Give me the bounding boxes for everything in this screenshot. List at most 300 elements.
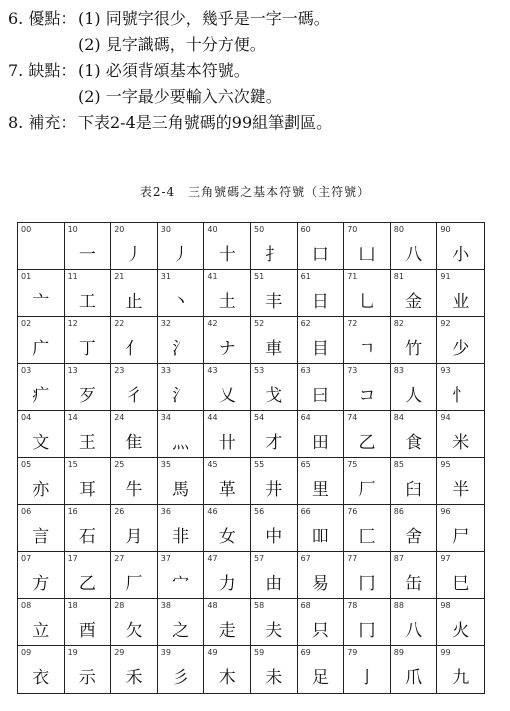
note-line-disadvantage-2 [8, 84, 502, 110]
symbol-code: 26 [114, 507, 125, 516]
symbol-cell [298, 270, 345, 317]
symbol-cell [251, 270, 298, 317]
symbol-glyph: 口 [311, 244, 329, 265]
symbol-cell [391, 599, 438, 646]
symbol-cell [251, 364, 298, 411]
symbol-cell [251, 646, 298, 693]
symbol-glyph: 井 [265, 479, 283, 500]
symbol-code: 68 [300, 601, 311, 610]
symbol-code: 92 [440, 319, 451, 328]
symbol-glyph: 立 [32, 620, 50, 641]
symbol-glyph: 耳 [78, 479, 96, 500]
symbol-glyph: 竹 [405, 338, 423, 359]
symbol-cell [298, 599, 345, 646]
symbol-cell [251, 458, 298, 505]
symbol-code: 19 [67, 648, 78, 657]
symbol-code: 64 [300, 413, 311, 422]
symbol-glyph: 馬 [172, 479, 190, 500]
symbol-glyph: 宀 [172, 573, 190, 594]
symbol-code: 98 [440, 601, 451, 610]
symbol-glyph: 酉 [78, 620, 96, 641]
symbol-code: 48 [207, 601, 218, 610]
symbol-cell [18, 364, 65, 411]
symbol-glyph: 十 [218, 244, 236, 265]
symbol-code: 33 [160, 366, 171, 375]
symbol-cell [204, 505, 251, 552]
symbol-cell [65, 364, 112, 411]
symbol-code: 85 [393, 460, 404, 469]
symbol-cell [204, 458, 251, 505]
symbol-code: 44 [207, 413, 218, 422]
symbol-cell [344, 317, 391, 364]
symbol-glyph: 人 [405, 385, 423, 406]
symbol-code: 97 [440, 554, 451, 563]
symbol-glyph: 亦 [32, 479, 50, 500]
symbol-glyph: 卄 [218, 432, 236, 453]
symbol-cell [18, 317, 65, 364]
symbol-cell [111, 505, 158, 552]
symbol-code: 40 [207, 225, 218, 234]
symbol-code: 07 [21, 554, 32, 563]
symbol-glyph: 亻 [125, 338, 143, 359]
symbol-code: 15 [67, 460, 78, 469]
symbol-glyph: 冂 [358, 620, 376, 641]
symbol-cell [65, 552, 112, 599]
symbol-cell [204, 223, 251, 270]
symbol-cell [111, 364, 158, 411]
symbol-glyph: 舍 [405, 526, 423, 547]
symbol-glyph: 工 [78, 291, 96, 312]
note-number: 8. 補充： [8, 113, 77, 132]
symbol-code: 54 [253, 413, 265, 422]
symbol-glyph: 火 [452, 620, 470, 641]
symbol-glyph: 車 [265, 338, 283, 359]
symbol-code: 52 [253, 319, 265, 328]
symbol-glyph: 文 [32, 432, 50, 453]
symbol-glyph: 戈 [265, 385, 283, 406]
symbol-code: 84 [393, 413, 404, 422]
symbol-glyph: 隹 [125, 432, 143, 453]
symbol-cell [391, 505, 438, 552]
symbol-code: 58 [253, 601, 265, 610]
symbol-cell [391, 270, 438, 317]
note-text: (2) 見字識碼，十分方便。 [78, 35, 266, 54]
symbol-glyph: 乂 [218, 385, 236, 406]
symbol-glyph: 尸 [452, 526, 470, 547]
symbol-code: 13 [67, 366, 78, 375]
symbol-code: 46 [207, 507, 218, 516]
symbol-cell [18, 223, 65, 270]
symbol-cell [298, 458, 345, 505]
note-text: (1) 必須背頌基本符號。 [78, 61, 250, 80]
symbol-glyph: 力 [218, 573, 236, 594]
symbol-code: 61 [300, 272, 311, 281]
symbol-cell [437, 505, 484, 552]
symbol-code: 79 [347, 648, 358, 657]
symbol-code: 57 [253, 554, 265, 563]
symbol-cell [65, 646, 112, 693]
symbol-code: 95 [440, 460, 451, 469]
symbol-cell [111, 411, 158, 458]
symbol-glyph: 易 [311, 573, 329, 594]
symbol-cell [437, 223, 484, 270]
symbol-code: 00 [21, 225, 32, 234]
symbol-cell [391, 364, 438, 411]
symbol-code: 53 [253, 366, 265, 375]
symbol-cell [65, 223, 112, 270]
symbol-code: 25 [114, 460, 125, 469]
symbol-code: 81 [393, 272, 404, 281]
symbol-cell [344, 552, 391, 599]
symbol-cell [437, 458, 484, 505]
symbol-cell [111, 552, 158, 599]
symbol-code: 59 [253, 648, 265, 657]
symbol-cell [65, 505, 112, 552]
symbol-code: 87 [393, 554, 404, 563]
symbol-code: 47 [207, 554, 218, 563]
symbol-glyph: 扌 [265, 244, 283, 265]
symbol-code: 55 [253, 460, 265, 469]
symbol-code: 24 [114, 413, 125, 422]
symbol-code: 35 [160, 460, 171, 469]
symbol-cell [65, 458, 112, 505]
symbol-glyph: 方 [32, 573, 50, 594]
symbol-cell [18, 552, 65, 599]
symbol-code: 23 [114, 366, 125, 375]
symbol-cell [158, 505, 205, 552]
symbol-cell [391, 317, 438, 364]
symbol-cell [158, 411, 205, 458]
symbol-cell [251, 317, 298, 364]
symbol-glyph: 未 [265, 668, 283, 688]
symbol-cell [298, 223, 345, 270]
symbol-glyph: 乚 [358, 291, 376, 312]
symbol-code: 88 [393, 601, 404, 610]
note-line-advantage-1 [8, 6, 502, 32]
note-text: (2) 一字最少要輸入六次鍵。 [78, 87, 282, 106]
symbol-cell [65, 270, 112, 317]
symbol-cell [437, 364, 484, 411]
symbol-cell [298, 552, 345, 599]
symbol-code: 32 [160, 319, 171, 328]
symbol-cell [344, 646, 391, 693]
symbol-cell [437, 317, 484, 364]
symbol-code: 65 [300, 460, 311, 469]
symbol-cell [158, 646, 205, 693]
symbol-code: 89 [393, 648, 404, 657]
symbol-cell [344, 223, 391, 270]
symbol-cell [251, 552, 298, 599]
symbol-cell [158, 552, 205, 599]
symbol-glyph: 厂 [358, 479, 376, 500]
symbol-code: 80 [393, 225, 404, 234]
note-text: (1) 同號字很少，幾乎是一字一碼。 [78, 9, 330, 28]
symbol-code: 18 [67, 601, 78, 610]
symbol-cell [204, 364, 251, 411]
symbol-code: 43 [207, 366, 218, 375]
symbol-cell [391, 411, 438, 458]
symbol-glyph: ㄱ [358, 338, 376, 359]
symbol-cell [391, 646, 438, 693]
symbol-cell [391, 223, 438, 270]
note-line-disadvantage-1 [8, 58, 502, 84]
symbol-code: 17 [67, 554, 78, 563]
symbol-glyph: 禾 [125, 668, 143, 688]
symbol-cell [158, 270, 205, 317]
symbol-cell [18, 505, 65, 552]
symbol-glyph: 巳 [452, 573, 470, 594]
symbol-code: 83 [393, 366, 404, 375]
symbol-glyph: 爪 [405, 668, 423, 688]
symbol-cell [111, 646, 158, 693]
symbol-glyph: 亅 [358, 668, 376, 688]
symbol-code: 72 [347, 319, 358, 328]
symbol-code: 63 [300, 366, 311, 375]
symbol-glyph: 亠 [32, 291, 50, 312]
symbol-cell [344, 411, 391, 458]
symbol-glyph: 田 [311, 432, 329, 453]
symbol-code: 14 [67, 413, 78, 422]
symbol-cell [251, 505, 298, 552]
symbol-glyph: 王 [78, 432, 96, 453]
symbol-code: 51 [253, 272, 265, 281]
symbol-glyph: 灬 [172, 432, 190, 453]
symbol-code: 10 [67, 225, 78, 234]
symbol-code: 49 [207, 648, 218, 657]
symbol-glyph: 彡 [172, 668, 190, 688]
symbol-code: 62 [300, 319, 311, 328]
symbol-cell [344, 270, 391, 317]
symbol-glyph: コ [358, 385, 376, 406]
symbol-code: 91 [440, 272, 451, 281]
symbol-code: 69 [300, 648, 311, 657]
symbol-code: 08 [21, 601, 32, 610]
symbol-code: 03 [21, 366, 32, 375]
symbol-cell [391, 458, 438, 505]
symbol-glyph: 八 [405, 244, 423, 265]
symbol-cell [391, 552, 438, 599]
symbol-code: 90 [440, 225, 451, 234]
symbol-cell [18, 599, 65, 646]
symbol-code: 50 [253, 225, 265, 234]
symbol-glyph [18, 235, 64, 269]
symbol-cell [437, 411, 484, 458]
symbol-cell [158, 317, 205, 364]
symbol-glyph: 走 [218, 620, 236, 641]
symbol-glyph: 丶 [172, 291, 190, 312]
symbol-glyph: 匚 [358, 526, 376, 547]
symbol-glyph: 少 [452, 338, 470, 359]
symbol-glyph: 日 [311, 291, 329, 312]
symbol-cell [111, 599, 158, 646]
symbol-cell [65, 411, 112, 458]
symbol-code: 30 [160, 225, 171, 234]
symbol-code: 86 [393, 507, 404, 516]
symbol-cell [204, 646, 251, 693]
symbol-code: 82 [393, 319, 404, 328]
symbol-glyph: 业 [452, 291, 470, 312]
symbol-cell [158, 599, 205, 646]
symbol-glyph: 言 [32, 526, 50, 547]
symbol-cell [18, 458, 65, 505]
symbol-glyph: 忄 [452, 385, 470, 406]
symbol-cell [111, 317, 158, 364]
symbol-glyph: 丁 [78, 338, 96, 359]
symbol-glyph: 食 [405, 432, 423, 453]
symbol-code: 36 [160, 507, 171, 516]
symbol-glyph: 中 [265, 526, 283, 547]
symbol-cell [204, 599, 251, 646]
symbol-cell [298, 364, 345, 411]
symbol-code: 99 [440, 648, 451, 657]
symbol-glyph: 之 [172, 620, 190, 641]
symbol-code: 66 [300, 507, 311, 516]
symbol-code: 73 [347, 366, 358, 375]
symbol-cell [204, 411, 251, 458]
symbol-glyph: 土 [218, 291, 236, 312]
symbol-glyph: 一 [78, 244, 96, 265]
symbol-glyph: 止 [125, 291, 143, 312]
symbol-code: 93 [440, 366, 451, 375]
symbol-code: 67 [300, 554, 311, 563]
symbol-cell [158, 223, 205, 270]
symbol-cell [251, 411, 298, 458]
symbol-glyph: 丿 [172, 244, 190, 265]
symbol-code: 27 [114, 554, 125, 563]
symbol-code: 70 [347, 225, 358, 234]
symbol-code: 78 [347, 601, 358, 610]
symbol-cell [111, 270, 158, 317]
symbol-cell [251, 223, 298, 270]
symbol-cell [204, 317, 251, 364]
symbol-code: 01 [21, 272, 32, 281]
symbol-cell [65, 317, 112, 364]
symbol-code: 20 [114, 225, 125, 234]
symbol-glyph: 吅 [311, 526, 329, 547]
symbol-code: 29 [114, 648, 125, 657]
symbol-glyph: 由 [265, 573, 283, 594]
symbol-glyph: 只 [311, 620, 329, 641]
symbol-cell [437, 270, 484, 317]
symbol-glyph: 米 [452, 432, 470, 453]
note-text: 下表2-4是三角號碼的99組筆劃區。 [78, 113, 333, 132]
symbol-code: 96 [440, 507, 451, 516]
symbol-cell [344, 599, 391, 646]
symbol-code: 76 [347, 507, 358, 516]
symbol-code: 11 [67, 272, 78, 281]
symbol-glyph: 冂 [358, 573, 376, 594]
symbol-code: 39 [160, 648, 171, 657]
symbol-cell [298, 411, 345, 458]
symbol-cell [18, 646, 65, 693]
symbol-glyph: 才 [265, 432, 283, 453]
symbol-cell [18, 411, 65, 458]
symbol-code: 06 [21, 507, 32, 516]
symbol-code: 05 [21, 460, 32, 469]
note-number: 7. 缺點： [8, 61, 77, 80]
symbol-glyph: 月 [125, 526, 143, 547]
symbol-code: 71 [347, 272, 358, 281]
notes-section [8, 6, 502, 136]
symbol-glyph: 氵 [172, 385, 190, 406]
table-caption: 表2-4 三角號碼之基本符號（主符號） [139, 185, 371, 199]
symbol-code: 38 [160, 601, 171, 610]
symbol-code: 31 [160, 272, 171, 281]
symbol-glyph: 非 [172, 526, 190, 547]
symbol-glyph: 臼 [405, 479, 423, 500]
symbol-glyph: 乙 [358, 432, 376, 453]
symbol-code: 42 [207, 319, 218, 328]
symbol-cell [344, 458, 391, 505]
symbol-code: 77 [347, 554, 358, 563]
symbol-glyph: 凵 [358, 244, 376, 265]
note-number: 6. 優點： [8, 9, 77, 28]
symbol-glyph: 金 [405, 291, 423, 312]
symbol-glyph: 里 [311, 479, 329, 500]
symbol-glyph: 氵 [172, 338, 190, 359]
symbol-code: 94 [440, 413, 451, 422]
note-line-supplement [8, 110, 502, 136]
symbol-cell [298, 505, 345, 552]
symbol-cell [298, 317, 345, 364]
symbol-cell [65, 599, 112, 646]
symbol-glyph: 丰 [265, 291, 283, 312]
symbol-glyph: 厂 [125, 573, 143, 594]
symbol-glyph: 牛 [125, 479, 143, 500]
symbol-code: 21 [114, 272, 125, 281]
symbol-glyph: 彳 [125, 385, 143, 406]
symbol-code: 41 [207, 272, 218, 281]
symbol-cell [204, 552, 251, 599]
symbol-glyph: 八 [405, 620, 423, 641]
symbol-code: 37 [160, 554, 171, 563]
symbol-glyph: 缶 [405, 573, 423, 594]
symbol-code: 74 [347, 413, 358, 422]
symbol-code: 02 [21, 319, 32, 328]
symbol-glyph: 足 [311, 668, 329, 688]
symbol-cell [437, 646, 484, 693]
symbol-glyph: 丿 [125, 244, 143, 265]
symbol-cell [18, 270, 65, 317]
symbol-cell [344, 364, 391, 411]
symbol-cell [298, 646, 345, 693]
symbol-code: 75 [347, 460, 358, 469]
symbol-glyph: 小 [452, 244, 470, 265]
symbol-glyph: 乙 [78, 573, 96, 594]
symbol-code: 16 [67, 507, 78, 516]
symbol-glyph: 石 [78, 526, 96, 547]
symbol-glyph: 歹 [78, 385, 96, 406]
symbol-cell [158, 458, 205, 505]
symbol-glyph: 女 [218, 526, 236, 547]
symbol-cell [204, 270, 251, 317]
symbol-glyph: 目 [311, 338, 329, 359]
symbol-code: 22 [114, 319, 125, 328]
symbol-cell [111, 223, 158, 270]
symbol-glyph: 欠 [125, 620, 143, 641]
note-line-advantage-2 [8, 32, 502, 58]
symbol-glyph: 疒 [32, 385, 50, 406]
symbol-code: 34 [160, 413, 171, 422]
symbol-cell [437, 552, 484, 599]
symbol-cell [111, 458, 158, 505]
symbol-glyph: 夫 [265, 620, 283, 641]
symbol-code: 60 [300, 225, 311, 234]
symbol-glyph: 曰 [311, 385, 329, 406]
symbol-code: 09 [21, 648, 32, 657]
symbol-glyph: 革 [218, 479, 236, 500]
symbol-glyph: 示 [78, 668, 96, 688]
